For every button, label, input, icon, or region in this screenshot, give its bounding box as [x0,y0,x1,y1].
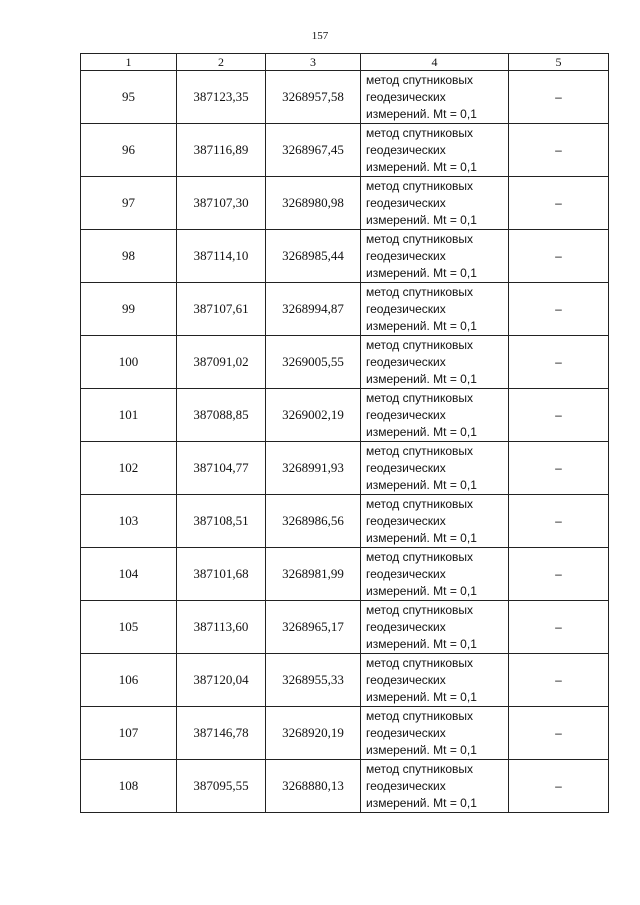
note-cell: – [509,71,609,124]
note-cell: – [509,124,609,177]
point-number-cell: 104 [81,548,177,601]
method-line: геодезических [366,354,446,369]
method-line: метод спутниковых [366,72,474,87]
x-coordinate-cell: 387120,04 [177,654,266,707]
table-header-row [81,54,609,71]
y-coordinate-cell: 3268981,99 [266,548,361,601]
x-coordinate-cell: 387108,51 [177,495,266,548]
y-coordinate-cell: 3269005,55 [266,336,361,389]
table-row [81,283,609,336]
note-cell: – [509,283,609,336]
column-header-3: 3 [266,54,361,71]
method-line: метод спутниковых [366,496,474,511]
x-coordinate-cell: 387095,55 [177,760,266,813]
x-coordinate-cell: 387107,30 [177,177,266,230]
y-coordinate-cell: 3268920,19 [266,707,361,760]
x-coordinate-cell: 387107,61 [177,283,266,336]
method-cell [361,495,509,548]
table-row [81,124,609,177]
method-line: метод спутниковых [366,125,474,140]
column-header-1: 1 [81,54,177,71]
point-number-cell: 105 [81,601,177,654]
method-cell [361,442,509,495]
method-cell [361,654,509,707]
note-cell: – [509,442,609,495]
table-row [81,442,609,495]
method-line: измерений. Mt = 0,1 [366,530,477,545]
column-header-5: 5 [509,54,609,71]
point-number-cell: 96 [81,124,177,177]
y-coordinate-cell: 3268991,93 [266,442,361,495]
method-line: измерений. Mt = 0,1 [366,689,477,704]
method-line: измерений. Mt = 0,1 [366,424,477,439]
table-row [81,389,609,442]
point-number-cell: 99 [81,283,177,336]
method-line: геодезических [366,778,446,793]
method-line: измерений. Mt = 0,1 [366,318,477,333]
table-row [81,707,609,760]
method-line: метод спутниковых [366,549,474,564]
method-cell [361,124,509,177]
x-coordinate-cell: 387113,60 [177,601,266,654]
table-row [81,654,609,707]
point-number-cell: 100 [81,336,177,389]
x-coordinate-cell: 387116,89 [177,124,266,177]
note-cell: – [509,177,609,230]
method-line: измерений. Mt = 0,1 [366,583,477,598]
table-row [81,177,609,230]
note-cell: – [509,654,609,707]
point-number-cell: 97 [81,177,177,230]
table-row [81,548,609,601]
point-number-cell: 108 [81,760,177,813]
y-coordinate-cell: 3268980,98 [266,177,361,230]
method-line: метод спутниковых [366,708,474,723]
table-row [81,230,609,283]
x-coordinate-cell: 387123,35 [177,71,266,124]
method-line: метод спутниковых [366,602,474,617]
column-header-2: 2 [177,54,266,71]
table-row [81,495,609,548]
method-line: геодезических [366,195,446,210]
note-cell: – [509,601,609,654]
method-cell [361,71,509,124]
table-row [81,71,609,124]
y-coordinate-cell: 3268967,45 [266,124,361,177]
method-cell [361,760,509,813]
x-coordinate-cell: 387114,10 [177,230,266,283]
method-line: измерений. Mt = 0,1 [366,742,477,757]
method-cell [361,336,509,389]
point-number-cell: 98 [81,230,177,283]
method-cell [361,283,509,336]
table-body [81,71,609,813]
method-line: метод спутниковых [366,761,474,776]
method-cell [361,548,509,601]
y-coordinate-cell: 3268994,87 [266,283,361,336]
table-row [81,760,609,813]
method-line: геодезических [366,248,446,263]
method-line: геодезических [366,460,446,475]
method-line: метод спутниковых [366,443,474,458]
method-cell [361,707,509,760]
method-line: измерений. Mt = 0,1 [366,477,477,492]
method-cell [361,230,509,283]
y-coordinate-cell: 3268965,17 [266,601,361,654]
point-number-cell: 101 [81,389,177,442]
note-cell: – [509,389,609,442]
point-number-cell: 95 [81,71,177,124]
note-cell: – [509,495,609,548]
method-line: измерений. Mt = 0,1 [366,371,477,386]
method-line: геодезических [366,142,446,157]
note-cell: – [509,548,609,601]
method-cell [361,601,509,654]
method-line: метод спутниковых [366,337,474,352]
column-header-4: 4 [361,54,509,71]
method-line: измерений. Mt = 0,1 [366,106,477,121]
note-cell: – [509,230,609,283]
method-line: геодезических [366,672,446,687]
x-coordinate-cell: 387088,85 [177,389,266,442]
method-line: метод спутниковых [366,390,474,405]
method-line: геодезических [366,566,446,581]
method-cell [361,177,509,230]
method-line: геодезических [366,725,446,740]
note-cell: – [509,707,609,760]
table-row [81,601,609,654]
point-number-cell: 107 [81,707,177,760]
x-coordinate-cell: 387104,77 [177,442,266,495]
x-coordinate-cell: 387146,78 [177,707,266,760]
x-coordinate-cell: 387101,68 [177,548,266,601]
table-row [81,336,609,389]
page-number: 157 [311,30,329,42]
method-line: метод спутниковых [366,655,474,670]
point-number-cell: 106 [81,654,177,707]
method-line: геодезических [366,407,446,422]
method-line: метод спутниковых [366,284,474,299]
point-number-cell: 103 [81,495,177,548]
y-coordinate-cell: 3268880,13 [266,760,361,813]
note-cell: – [509,336,609,389]
method-line: измерений. Mt = 0,1 [366,636,477,651]
method-line: измерений. Mt = 0,1 [366,795,477,810]
y-coordinate-cell: 3268957,58 [266,71,361,124]
y-coordinate-cell: 3269002,19 [266,389,361,442]
method-line: метод спутниковых [366,231,474,246]
method-cell [361,389,509,442]
method-line: измерений. Mt = 0,1 [366,159,477,174]
note-cell: – [509,760,609,813]
method-line: измерений. Mt = 0,1 [366,212,477,227]
point-number-cell: 102 [81,442,177,495]
method-line: геодезических [366,513,446,528]
coordinates-table [80,53,609,813]
y-coordinate-cell: 3268986,56 [266,495,361,548]
y-coordinate-cell: 3268985,44 [266,230,361,283]
method-line: геодезических [366,301,446,316]
y-coordinate-cell: 3268955,33 [266,654,361,707]
x-coordinate-cell: 387091,02 [177,336,266,389]
method-line: геодезических [366,619,446,634]
method-line: метод спутниковых [366,178,474,193]
method-line: геодезических [366,89,446,104]
method-line: измерений. Mt = 0,1 [366,265,477,280]
